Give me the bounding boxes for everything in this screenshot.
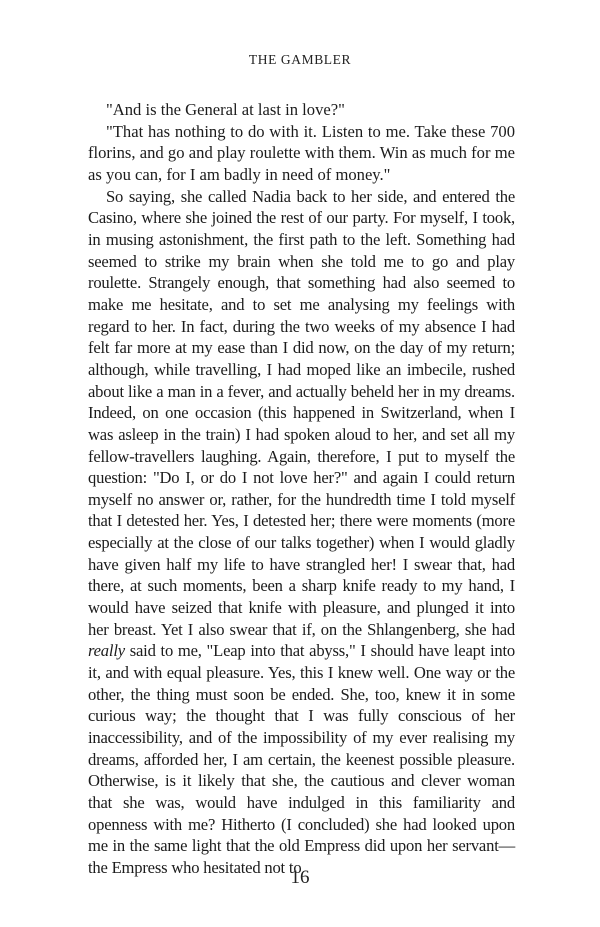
paragraph-1: "And is the General at last in love?" [106, 100, 345, 119]
emphasis-really: really [88, 641, 125, 661]
page-number: 16 [290, 867, 310, 888]
body-text [88, 99, 515, 879]
paragraph-2: "That has nothing to do with it. Listen to me. Take these 700 florins, and go and play roulette with them. Win as much for me as you can, for I am badly in need of money." [88, 121, 515, 184]
running-head: THE GAMBLER [248, 52, 352, 67]
paragraph-3-text-after: said to me, "Leap into that abyss," I should have leapt into it, and with equal pleasure. Yes, this I knew well. One way or the other, the thing must soon be ended. She, too, knew it in some curious way; the thought that I was fully conscious of her inaccessibility, and of the impossibility of my ever realising my dreams, afforded her, I am certain, the keenest possible pleasure. Otherwise, is it likely that she, the cautious and clever woman that she was, would have indulged in this familiarity and openness with me? Hitherto (I concluded) she had looked upon me in the same light that the old Empress did upon her servant—the Empress who hesitated not to [88, 641, 515, 877]
paragraph-3-text-before: So saying, she called Nadia back to her side, and entered the Casino, where she joined the rest of our party. For myself, I took, in musing astonishment, the first path to the left. Something had seemed to strike my brain when she told me to go and play roulette. Strangely enough, that something had also seemed to make me hesitate, and to set me analysing my feelings with regard to her. In fact, during the two weeks of my absence I had felt far more at my ease than I did now, on the day of my return; although, while travelling, I had moped like an imbecile, rushed about like a man in a fever, and actually beheld her in my dreams. Indeed, on one occasion (this happened in Switzerland, when I was asleep in the train) I had spoken aloud to her, and set all my fellow-travellers laughing. Again, therefore, I put to myself the question: "Do I, or do I not love her?" and again I could return myself no answer or, rather, for the hundredth time I told myself that I detested her. Yes, I detested her; there were moments (more especially at the close of our talks together) when I would gladly have given half my life to have strangled her! I swear that, had there, at such moments, been a sharp knife ready to my hand, I would have seized that knife with pleasure, and plunged it into her breast. Yet I also swear that if, on the Shlangenberg, she had [88, 186, 515, 639]
paragraph-3 [88, 186, 515, 879]
